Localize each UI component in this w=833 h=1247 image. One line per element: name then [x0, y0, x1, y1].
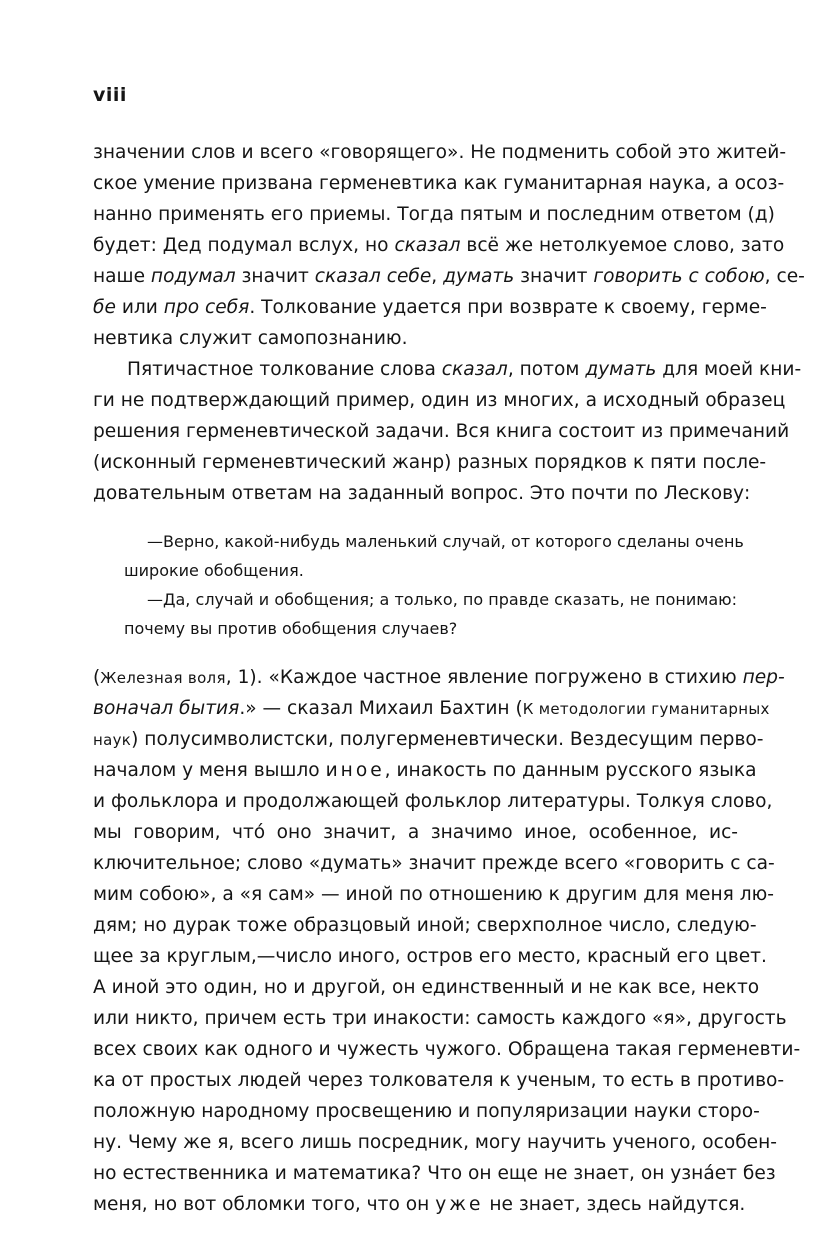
quote-line: —Верно, какой-нибудь маленький случай, от которого сделаны очень: [147, 532, 744, 551]
italic-word: говорить с собою: [593, 266, 765, 287]
text-line: началом у меня вышло иное, инакость по данным русского языка: [93, 760, 757, 781]
text-line: ну. Чему же я, всего лишь посредник, могу научить ученого, особен-: [93, 1132, 777, 1153]
text-line: всех своих как одного и чужесть чужого. Обращена такая герменевти-: [93, 1039, 801, 1060]
text-line: меня, но вот обломки того, что он уже не знает, здесь найдутся.: [93, 1194, 746, 1215]
text-line: и фольклора и продолжающей фольклор литературы. Толкуя слово,: [93, 791, 773, 812]
italic-word: про себя: [163, 297, 250, 318]
text-line: Пятичастное толкование слова сказал, потом думать для моей кни-: [127, 359, 802, 380]
italic-word: подумал: [150, 266, 236, 287]
text-line: невтика служит самопознанию.: [93, 328, 408, 349]
text-line: наше подумал значит сказал себе, думать значит говорить с собою, се-: [93, 266, 805, 287]
quote-line: —Да, случай и обобщения; а только, по правде сказать, не понимаю:: [147, 590, 737, 609]
spaced-word: иное: [325, 760, 385, 781]
text-line: (исконный герменевтический жанр) разных порядков к пяти после-: [93, 452, 767, 473]
text-line: мы говорим, чтó оно значит, а значимо иное, особенное, ис-: [93, 822, 738, 843]
spaced-word: уже: [435, 1194, 484, 1215]
small-caps-title: К методологии гуманитарных: [522, 700, 770, 718]
text-line: ка от простых людей через толкователя к ученым, то есть в противо-: [93, 1070, 785, 1091]
italic-word: пер-: [742, 667, 785, 688]
text-line: дям; но дурак тоже образцовый иной; сверхполное число, следую-: [93, 915, 757, 936]
italic-word: думать: [443, 266, 515, 287]
text-line: ги не подтверждающий пример, один из многих, а исходный образец: [93, 390, 786, 411]
text-line: нанно применять его приемы. Тогда пятым и последним ответом (д): [93, 204, 775, 225]
quote-line: почему вы против обобщения случаев?: [124, 619, 458, 638]
text-line: ское умение призвана герменевтика как гуманитарная наука, а осоз-: [93, 173, 785, 194]
small-caps-title: Железная воля: [100, 669, 226, 687]
text-line: А иной это один, но и другой, он единственный и не как все, некто: [93, 977, 760, 998]
text-line: положную народному просвещению и популяризации науки сторо-: [93, 1101, 760, 1122]
page-number: viii: [93, 84, 127, 106]
italic-word: думать: [585, 359, 657, 380]
italic-word: сказал: [441, 359, 508, 380]
text-line: щее за круглым,—число иного, остров его место, красный его цвет.: [93, 946, 767, 967]
text-line: довательным ответам на заданный вопрос. Это почти по Лескову:: [93, 483, 751, 504]
text-line: решения герменевтической задачи. Вся книга состоит из примечаний: [93, 421, 790, 442]
text-line: (Железная воля, 1). «Каждое частное явление погружено в стихию пер-: [93, 667, 785, 688]
text-line: воначал бытия.» — сказал Михаил Бахтин (К методологии гуманитарных: [93, 698, 770, 719]
small-caps-title: наук: [93, 731, 132, 749]
text-line: или никто, причем есть три инакости: самость каждого «я», другость: [93, 1008, 787, 1029]
text-line: значении слов и всего «говорящего». Не подменить собой это житей-: [93, 142, 787, 163]
italic-word: бе: [93, 297, 116, 318]
italic-word: воначал бытия: [93, 698, 240, 719]
text-line: наук) полусимволистски, полугерменевтически. Вездесущим перво-: [93, 729, 764, 750]
text-line: но естественника и математика? Что он еще не знает, он узнáет без: [93, 1163, 776, 1184]
italic-word: сказал: [394, 235, 461, 256]
text-line: мим собою», а «я сам» — иной по отношению к другим для меня лю-: [93, 884, 774, 905]
text-line: будет: Дед подумал вслух, но сказал всё же нетолкуемое слово, зато: [93, 235, 785, 256]
text-line: ключительное; слово «думать» значит прежде всего «говорить с са-: [93, 853, 775, 874]
italic-word: сказал себе: [314, 266, 432, 287]
quote-line: широкие обобщения.: [124, 561, 304, 580]
text-line: бе или про себя. Толкование удается при возврате к своему, герме-: [93, 297, 767, 318]
